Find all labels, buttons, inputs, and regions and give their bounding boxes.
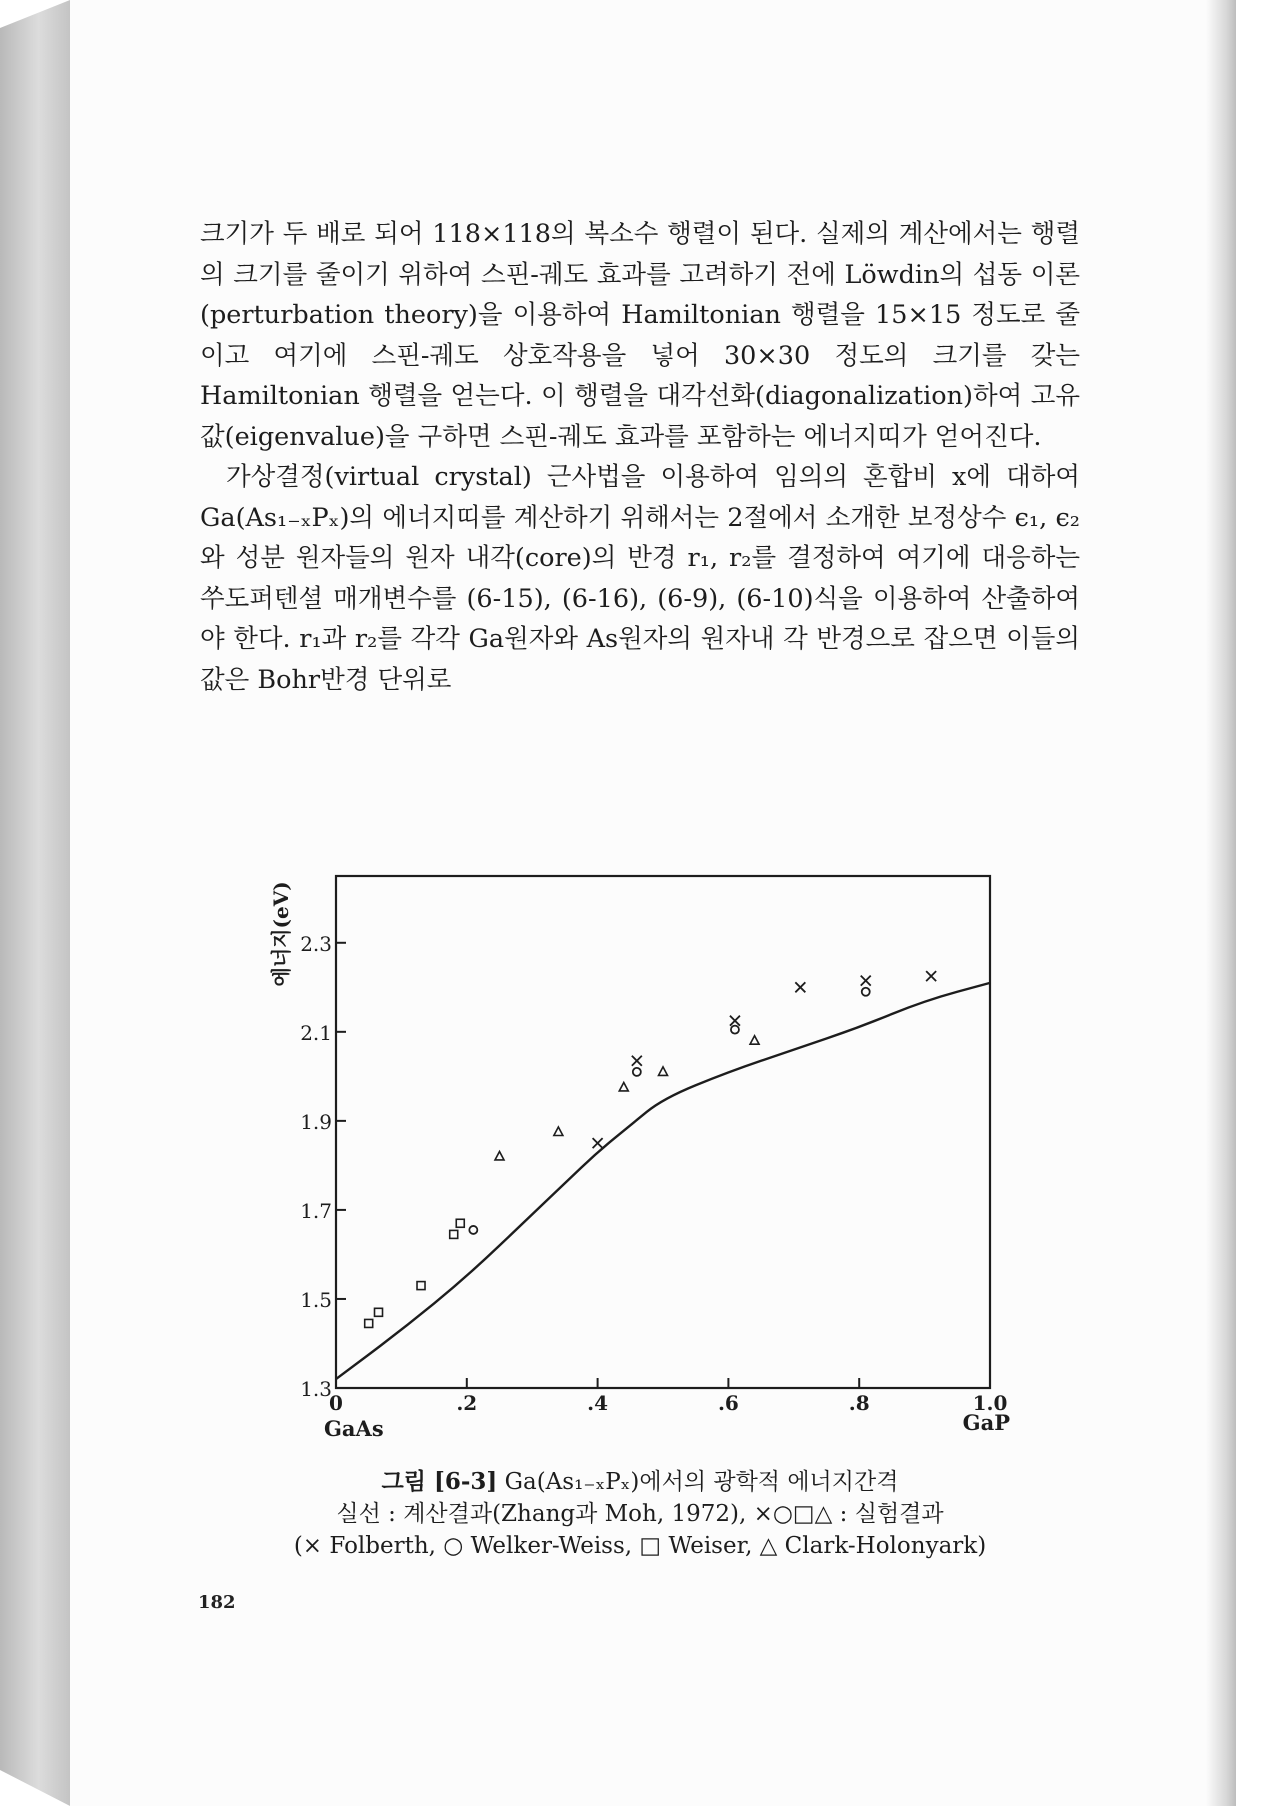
point-weiser [417, 1282, 425, 1290]
paragraph-2: 가상결정(virtual crystal) 근사법을 이용하여 임의의 혼합비 x에 대하여 Ga(As₁₋ₓPₓ)의 에너지띠를 계산하기 위해서는 2절에서 소개한 보정상수 ϵ₁, ϵ₂와 성분 원자들의 원자 내각(core)의 반경 r₁, r₂를 결정하여 여기에 대응하는 쑤도퍼텐셜 매개변수를 (6-15), (6-16), (6-9), (6-10)식을 이용하여 산출하여야 한다. r₁과 r₂를 각각 Ga원자와 As원자의 원자내 각 반경으로 잡으면 이들의 값은 Bohr반경 단위로 [200, 462, 1080, 695]
y-tick-label: 1.3 [300, 1377, 332, 1401]
figure-6-3 [260, 866, 1040, 1466]
point-folberth [926, 971, 936, 981]
x-end-label-gaas: GaAs [324, 1416, 384, 1441]
page-edge-shadow [1206, 0, 1236, 1806]
x-tick-label: .4 [587, 1391, 609, 1415]
x-tick-label: 0 [329, 1391, 343, 1415]
point-welker-weiss [633, 1068, 641, 1076]
caption-label: 그림 [6-3] [381, 1468, 498, 1495]
point-folberth [795, 982, 805, 992]
y-tick-label: 1.7 [300, 1198, 332, 1223]
point-folberth [593, 1138, 603, 1148]
point-welker-weiss [469, 1226, 477, 1234]
caption-line-2: 실선 : 계산결과(Zhang과 Moh, 1972), ×○□△ : 실험결과 [336, 1501, 944, 1527]
point-folberth [730, 1016, 740, 1026]
page-number: 182 [198, 1592, 236, 1613]
point-weiser [375, 1308, 383, 1316]
point-weiser [450, 1230, 458, 1238]
x-tick-label: .8 [848, 1391, 870, 1415]
point-clark-holonyark [554, 1127, 563, 1136]
x-tick-label: .6 [717, 1391, 739, 1415]
energy-gap-chart [260, 866, 1040, 1466]
caption-line-3: (× Folberth, ○ Welker-Weiss, □ Weiser, △ Clark-Holonyark) [293, 1533, 987, 1559]
y-axis-label: 에너지(eV) [269, 881, 293, 987]
point-clark-holonyark [659, 1067, 668, 1076]
y-tick-label: 2.3 [300, 931, 332, 956]
y-tick-label: 2.1 [300, 1020, 332, 1045]
y-tick-label: 1.5 [300, 1287, 332, 1312]
body-text [200, 214, 1080, 700]
x-end-label-gap: GaP [962, 1410, 1010, 1435]
point-clark-holonyark [750, 1036, 759, 1045]
point-folberth [861, 976, 871, 986]
point-clark-holonyark [495, 1151, 504, 1160]
x-tick-label: .2 [456, 1391, 478, 1415]
y-tick-label: 1.9 [300, 1109, 332, 1134]
point-clark-holonyark [619, 1082, 628, 1091]
figure-caption [190, 1466, 1090, 1562]
x-tick-label: 1.0 [972, 1391, 1008, 1415]
point-weiser [365, 1319, 373, 1327]
point-welker-weiss [731, 1026, 739, 1034]
point-folberth [632, 1056, 642, 1066]
plot-frame [336, 876, 990, 1388]
calculated-curve [336, 983, 990, 1379]
point-weiser [456, 1219, 464, 1227]
caption-title: Ga(As₁₋ₓPₓ)에서의 광학적 에너지간격 [504, 1469, 899, 1495]
paragraph-1: 크기가 두 배로 되어 118×118의 복소수 행렬이 된다. 실제의 계산에서는 행렬의 크기를 줄이기 위하여 스핀-궤도 효과를 고려하기 전에 Löwdin의 섭동 이론(perturbation theory)을 이용하여 Hamiltonian 행렬을 15×15 정도로 줄이고 여기에 스핀-궤도 상호작용을 넣어 30×30 정도의 크기를 갖는 Hamiltonian 행렬을 얻는다. 이 행렬을 대각선화(diagonalization)하여 고유값(eigenvalue)을 구하면 스핀-궤도 효과를 포함하는 에너지띠가 얻어진다. [200, 219, 1080, 452]
book-spine [0, 0, 70, 1806]
point-welker-weiss [862, 988, 870, 996]
